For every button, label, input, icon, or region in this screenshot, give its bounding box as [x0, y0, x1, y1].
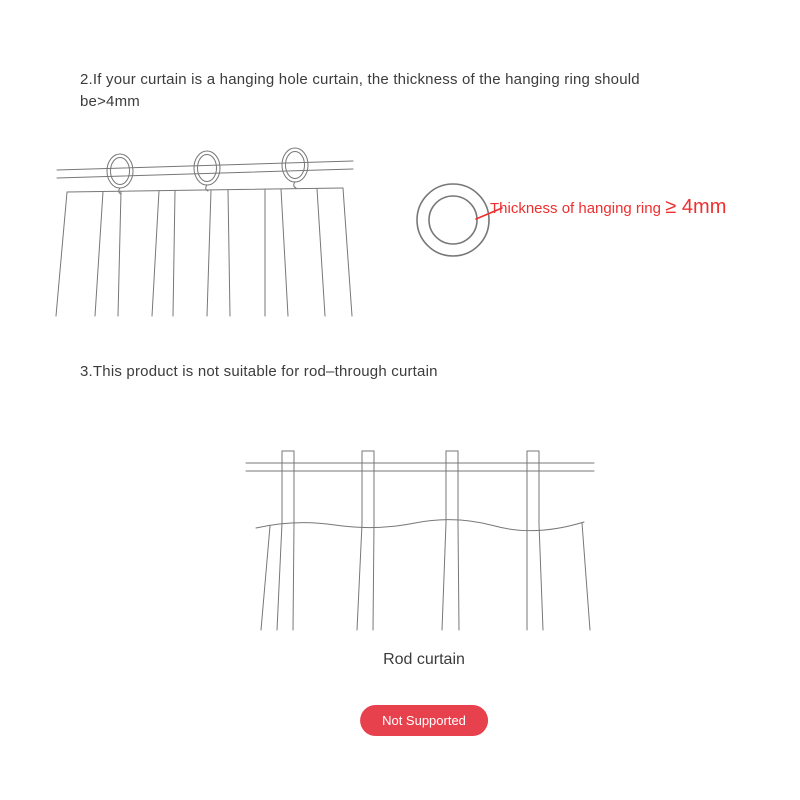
step2-line1: 2.If your curtain is a hanging hole curtain, the thickness of the hanging ring should — [80, 71, 640, 88]
rod-curtain-diagram — [240, 448, 600, 633]
not-supported-badge: Not Supported — [360, 705, 488, 736]
rod-curtain-caption: Rod curtain — [383, 651, 465, 668]
step3-line: 3.This product is not suitable for rod–through curtain — [80, 363, 438, 380]
ring-thickness-value: ≥ 4mm — [665, 196, 727, 218]
ring-cross-section-diagram — [404, 171, 514, 271]
step2-instruction — [80, 69, 720, 113]
ring-thickness-label: Thickness of hanging ring — [490, 200, 661, 217]
step3-instruction — [80, 361, 438, 383]
hole-curtain-diagram — [55, 140, 355, 320]
ring-thickness-annotation — [490, 196, 726, 219]
step2-line2: be>4mm — [80, 93, 140, 110]
